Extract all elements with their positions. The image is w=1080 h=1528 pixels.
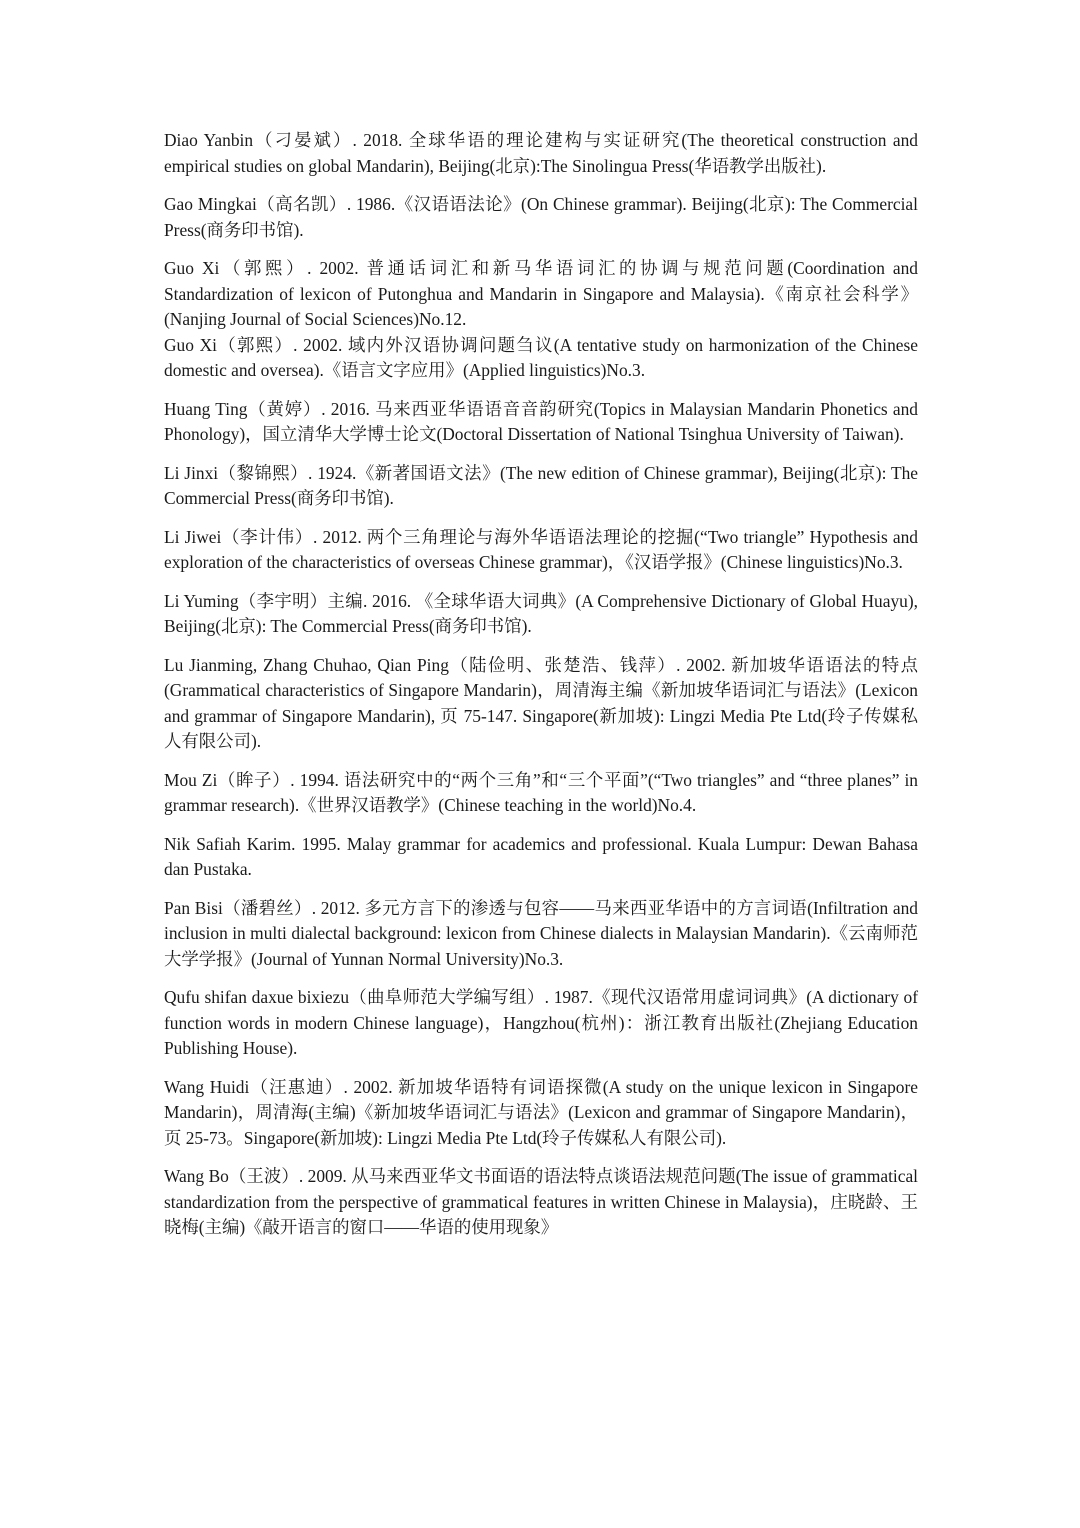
reference-guo-xi-2002a: Guo Xi（郭熙）. 2002. 普通话词汇和新马华语词汇的协调与规范问题(Coordination and Standardization of lexicon of Putonghua and Mandarin in Singapore and Malaysia).《南京社会科学》(Nanjing Journal of Social Sciences)No.12. <box>164 258 918 329</box>
reference-pan-bisi: Pan Bisi（潘碧丝）. 2012. 多元方言下的渗透与包容——马来西亚华语中的方言词语(Infiltration and inclusion in multi dialectal background: lexicon from Chinese dialects in Malaysian Mandarin).《云南师范大学学报》(Journal of Yunnan Normal University)No.3. <box>164 897 918 969</box>
reference-wang-bo: Wang Bo（王波）. 2009. 从马来西亚华文书面语的语法特点谈语法规范问题(The issue of grammatical standardization from the perspective of grammatical features in written Chinese in Malaysia)，庄晓龄、王晓梅(主编)《敲开语言的窗口——华语的使用现象》 <box>164 1166 918 1237</box>
reference-qufu-shifan: Qufu shifan daxue bixiezu（曲阜师范大学编写组）. 1987.《现代汉语常用虚词词典》(A dictionary of function words in modern Chinese language)，Hangzhou(杭州)：浙江教育出版社(Zhejiang Education Publishing House). <box>164 987 918 1058</box>
reference-mou-zi: Mou Zi（眸子）. 1994. 语法研究中的“两个三角”和“三个平面”(“Two triangles” and “three planes” in grammar research).《世界汉语教学》(Chinese teaching in the world)No.4. <box>164 769 918 815</box>
reference-gao-mingkai: Gao Mingkai（高名凯）. 1986.《汉语语法论》(On Chinese grammar). Beijing(北京): The Commercial Press(商务印书馆). <box>164 194 918 240</box>
reference-li-jiwei: Li Jiwei（李计伟）. 2012. 两个三角理论与海外华语语法理论的挖掘(“Two triangle” Hypothesis and exploration of the characteristics of overseas Chinese grammar)，《汉语学报》(Chinese linguistics)No.3. <box>164 526 918 572</box>
reference-li-jinxi: Li Jinxi（黎锦熙）. 1924.《新著国语文法》(The new edition of Chinese grammar), Beijing(北京): The Commercial Press(商务印书馆). <box>164 462 918 508</box>
reference-diao-yanbin: Diao Yanbin（刁晏斌）. 2018. 全球华语的理论建构与实证研究(The theoretical construction and empirical studies on global Mandarin), Beijing(北京):The Sinolingua Press(华语教学出版社). <box>164 130 918 176</box>
reference-huang-ting: Huang Ting（黄婷）. 2016. 马来西亚华语语音音韵研究(Topics in Malaysian Mandarin Phonetics and Phonology)，国立清华大学博士论文(Doctoral Dissertation of National Tsinghua University of Taiwan). <box>164 398 918 444</box>
reference-lu-jianming: Lu Jianming, Zhang Chuhao, Qian Ping（陆俭明、张楚浩、钱萍）. 2002. 新加坡华语语法的特点(Grammatical characteristics of Singapore Mandarin)，周清海主编《新加坡华语词汇与语法》(Lexicon and grammar of Singapore Mandarin), 页 75-147. Singapore(新加坡): Lingzi Media Pte Ltd(玲子传媒私人有限公司). <box>164 654 918 751</box>
reference-guo-xi-2002b: Guo Xi（郭熙）. 2002. 域内外汉语协调问题刍议(A tentative study on harmonization of the Chinese domestic and oversea).《语言文字应用》(Applied linguistics)No.3. <box>164 334 918 380</box>
reference-list <box>164 128 918 1241</box>
reference-li-yuming: Li Yuming（李宇明）主编. 2016. 《全球华语大词典》(A Comprehensive Dictionary of Global Huayu), Beijing(北京): The Commercial Press(商务印书馆). <box>164 590 918 636</box>
reference-wang-huidi: Wang Huidi（汪惠迪）. 2002. 新加坡华语特有词语探微(A study on the unique lexicon in Singapore Mandarin)，周清海(主编)《新加坡华语词汇与语法》(Lexicon and grammar of Singapore Mandarin)，页 25-73。Singapore(新加坡): Lingzi Media Pte Ltd(玲子传媒私人有限公司). <box>164 1076 918 1148</box>
reference-nik-safiah-karim: Nik Safiah Karim. 1995. Malay grammar for academics and professional. Kuala Lumpur: Dewan Bahasa dan Pustaka. <box>164 833 918 879</box>
